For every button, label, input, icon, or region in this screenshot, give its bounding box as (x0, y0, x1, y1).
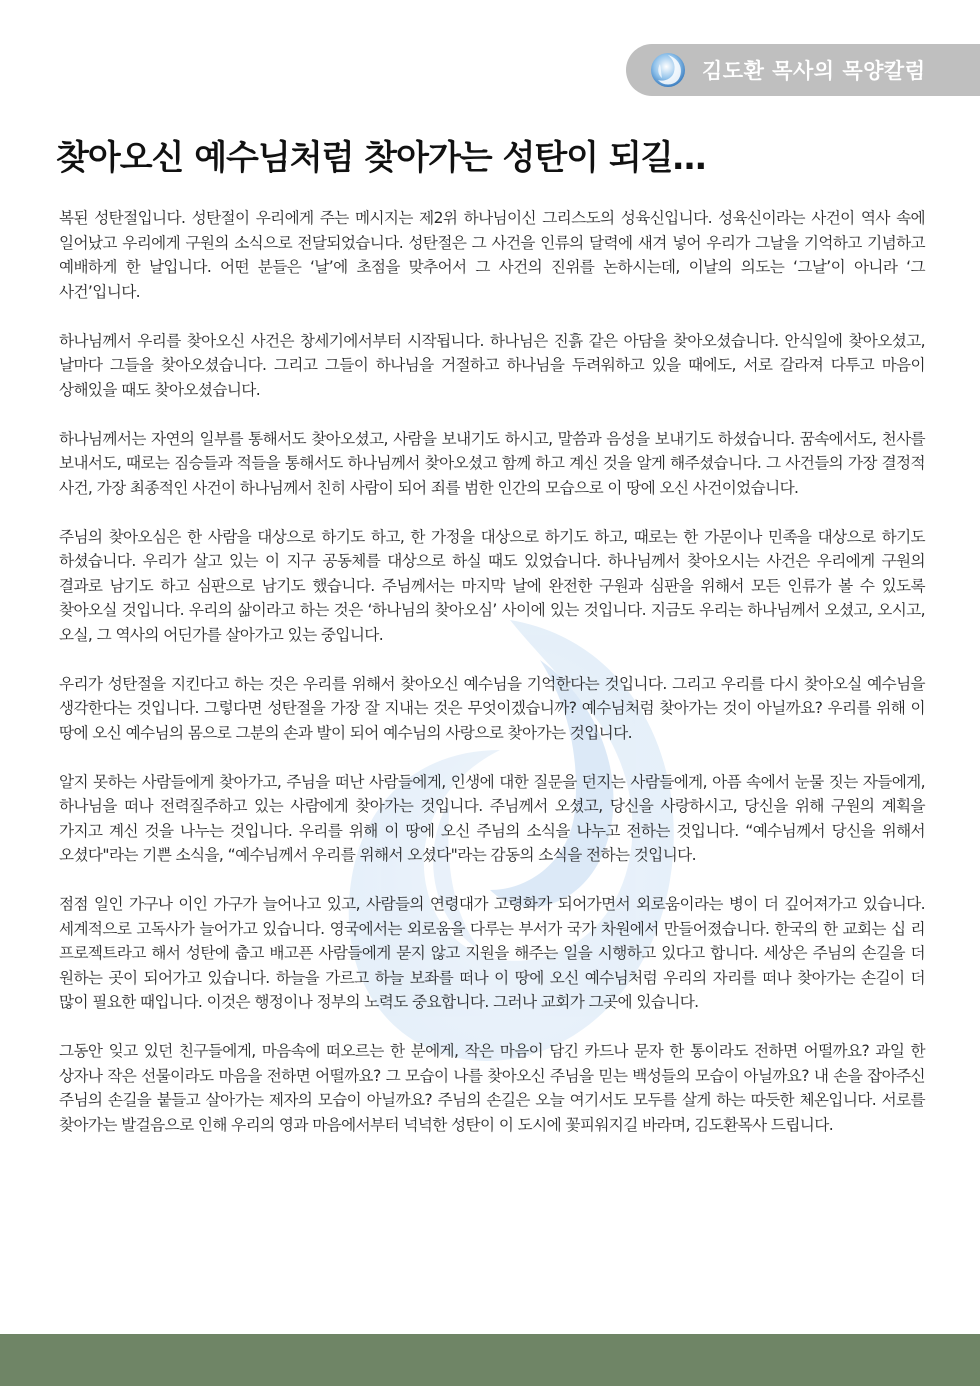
paragraph: 우리가 성탄절을 지킨다고 하는 것은 우리를 위해서 찾아오신 예수님을 기억한다는 것입니다. 그리고 우리를 다시 찾아오실 예수님을 생각한다는 것입니다. 그렇다면 성탄절을 가장 잘 지내는 것은 무엇이겠습니까? 예수님처럼 찾아가는 것이 아닐까요? 우리를 위해 이 땅에 오신 예수님의 몸으로 그분의 손과 발이 되어 예수님의 사랑으로 찾아가는 것입니다. (59, 674, 925, 742)
paragraph: 하나님께서는 자연의 일부를 통해서도 찾아오셨고, 사람을 보내기도 하시고, 말씀과 음성을 보내기도 하셨습니다. 꿈속에서도, 천사를 보내서도, 때로는 짐승들과 적들을 통해서도 하나님께서 찾아오셨고 함께 하고 계신 것을 알게 해주셨습니다. 그 사건들의 가장 결정적 사건, 가장 최종적인 사건이 하나님께서 친히 사람이 되어 죄를 범한 인간의 모습으로 이 땅에 오신 사건이었습니다. (59, 429, 925, 497)
column-label: 김도환 목사의 목양칼럼 (702, 59, 926, 83)
paragraph: 점점 일인 가구나 이인 가구가 늘어나고 있고, 사람들의 연령대가 고령화가 되어가면서 외로움이라는 병이 더 깊어져가고 있습니다. 세계적으로 고독사가 늘어가고 있습니다. 영국에서는 외로움을 다루는 부서가 국가 차원에서 만들어졌습니다. 한국의 한 교회는 십 리 프로젝트라고 해서 성탄에 춥고 배고픈 사람들에게 묻지 않고 지원을 해주는 일을 시행하고 있다고 합니다. 세상은 주님의 손길을 더 원하는 곳이 되어가고 있습니다. 하늘을 가르고 하늘 보좌를 떠나 이 땅에 오신 예수님처럼 우리의 자리를 떠나 찾아가는 손길이 더 많이 필요한 때입니다. 이것은 행정이나 정부의 노력도 중요합니다. 그러나 교회가 그곳에 있습니다. (59, 895, 925, 1011)
paragraph: 복된 성탄절입니다. 성탄절이 우리에게 주는 메시지는 제2위 하나님이신 그리스도의 성육신입니다. 성육신이라는 사건이 역사 속에 일어났고 우리에게 구원의 소식으로 전달되었습니다. 성탄절은 그 사건을 인류의 달력에 새겨 넣어 우리가 그날을 기억하고 기념하고 예배하게 한 날입니다. 어떤 분들은 ‘날’에 초점을 맞추어서 그 사건의 진위를 논하시는데, 이날의 의도는 ‘그날’이 아니라 ‘그 사건’입니다. (59, 209, 925, 301)
page-title: 찾아오신 예수님처럼 찾아가는 성탄이 되길… (56, 138, 706, 178)
paragraph: 주님의 찾아오심은 한 사람을 대상으로 하기도 하고, 한 가정을 대상으로 하기도 하고, 때로는 한 가문이나 민족을 대상으로 하기도 하셨습니다. 우리가 살고 있는 이 지구 공동체를 대상으로 하실 때도 있었습니다. 하나님께서 찾아오시는 사건은 우리에게 구원의 결과로 남기도 하고 심판으로 남기도 했습니다. 주님께서는 마지막 날에 완전한 구원과 심판을 위해서 모든 인류가 볼 수 있도록 찾아오실 것입니다. 우리의 삶이라고 하는 것은 ‘하나님의 찾아오심’ 사이에 있는 것입니다. 지금도 우리는 하나님께서 오셨고, 오시고, 오실, 그 역사의 어딘가를 살아가고 있는 중입니다. (59, 527, 925, 644)
footer-bar (0, 1334, 980, 1386)
globe-swirl-icon (648, 50, 688, 90)
column-header-tab (626, 44, 980, 96)
article-body (59, 206, 925, 1162)
paragraph: 하나님께서 우리를 찾아오신 사건은 창세기에서부터 시작됩니다. 하나님은 진흙 같은 아담을 찾아오셨습니다. 안식일에 찾아오셨고, 날마다 그들을 찾아오셨습니다. 그리고 그들이 하나님을 거절하고 하나님을 두려워하고 있을 때에도, 서로 갈라져 다투고 마음이 상해있을 때도 찾아오셨습니다. (59, 331, 925, 399)
paragraph: 알지 못하는 사람들에게 찾아가고, 주님을 떠난 사람들에게, 인생에 대한 질문을 던지는 사람들에게, 아픔 속에서 눈물 짓는 자들에게, 하나님을 떠나 전력질주하고 있는 사람에게 찾아가는 것입니다. 주님께서 오셨고, 당신을 사랑하시고, 당신을 위해 구원의 계획을 가지고 계신 것을 나누는 것입니다. 우리를 위해 이 땅에 오신 주님의 소식을 나누고 전하는 것입니다. “예수님께서 당신을 위해서 오셨다"라는 기쁜 소식을, “예수님께서 우리를 위해서 오셨다"라는 감동의 소식을 전하는 것입니다. (59, 772, 925, 864)
paragraph: 그동안 잊고 있던 친구들에게, 마음속에 떠오르는 한 분에게, 작은 마음이 담긴 카드나 문자 한 통이라도 전하면 어떨까요? 과일 한 상자나 작은 선물이라도 마음을 전하면 어떨까요? 그 모습이 나를 찾아오신 주님을 믿는 백성들의 모습이 아닐까요? 내 손을 잡아주신 주님의 손길을 붙들고 살아가는 제자의 모습이 아닐까요? 주님의 손길은 오늘 여기서도 모두를 살게 하는 따듯한 체온입니다. 서로를 찾아가는 발걸음으로 인해 우리의 영과 마음에서부터 넉넉한 성탄이 이 도시에 꽃피워지길 바라며, 김도환목사 드립니다. (59, 1042, 925, 1134)
